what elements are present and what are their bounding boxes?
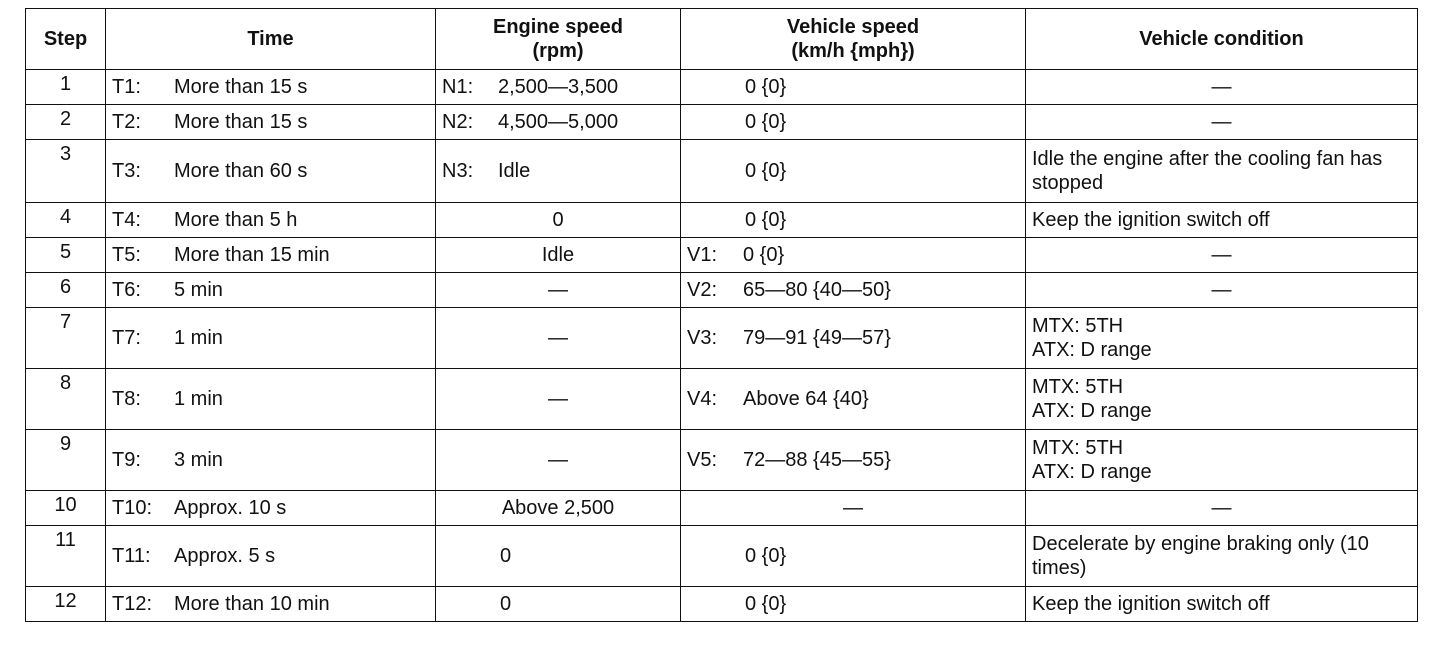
time-cell	[106, 369, 436, 430]
table-row	[26, 308, 1418, 369]
engine-value: 4,500—5,000	[498, 111, 619, 133]
vehicle-value: 0 {0}	[743, 244, 785, 266]
engine-speed-cell	[436, 203, 681, 238]
time-label: T1:	[112, 76, 141, 98]
vehicle-speed-cell	[681, 308, 1026, 369]
time-cell	[106, 526, 436, 587]
table-row	[26, 105, 1418, 140]
engine-prefix: N2:	[442, 111, 474, 133]
engine-prefix: N1:	[442, 76, 474, 98]
engine-value: 0	[500, 593, 512, 615]
time-cell	[106, 430, 436, 491]
step-cell: 10	[26, 491, 106, 526]
table-row	[26, 587, 1418, 622]
header-vehicle-speed-line2: (km/h {mph})	[791, 40, 915, 62]
time-value: More than 5 h	[174, 209, 298, 231]
step-cell: 3	[26, 140, 106, 203]
step-cell: 8	[26, 369, 106, 430]
vehicle-value: 72—88 {45—55}	[743, 449, 891, 471]
vehicle-condition-cell	[1026, 308, 1418, 369]
condition-text: —	[1211, 76, 1232, 98]
time-cell	[106, 587, 436, 622]
step-cell: 4	[26, 203, 106, 238]
step-cell: 9	[26, 430, 106, 491]
vehicle-value: —	[843, 497, 863, 519]
table-row	[26, 430, 1418, 491]
vehicle-speed-cell	[681, 526, 1026, 587]
engine-speed-cell	[436, 491, 681, 526]
vehicle-speed-cell	[681, 273, 1026, 308]
time-cell	[106, 308, 436, 369]
time-label: T6:	[112, 279, 141, 301]
step-cell: 1	[26, 70, 106, 105]
time-label: T12:	[112, 593, 153, 615]
header-engine-speed-line1: Engine speed	[492, 16, 624, 38]
vehicle-condition-cell	[1026, 238, 1418, 273]
vehicle-condition-cell	[1026, 430, 1418, 491]
engine-value: —	[548, 327, 568, 349]
time-value: More than 10 min	[174, 593, 330, 615]
vehicle-condition-cell	[1026, 105, 1418, 140]
time-value: Approx. 10 s	[174, 497, 287, 519]
vehicle-speed-cell	[681, 369, 1026, 430]
condition-text: —	[1211, 244, 1232, 266]
vehicle-prefix: V3:	[687, 327, 718, 349]
time-label: T4:	[112, 209, 141, 231]
header-vehicle-speed	[681, 9, 1026, 70]
time-value: More than 15 min	[174, 244, 330, 266]
condition-text: Decelerate by engine braking only (10 times)	[1032, 533, 1369, 579]
engine-value: Above 2,500	[501, 497, 615, 519]
time-value: 5 min	[174, 279, 223, 301]
step-cell: 12	[26, 587, 106, 622]
time-cell	[106, 70, 436, 105]
engine-value: Idle	[541, 244, 575, 266]
table-row	[26, 526, 1418, 587]
time-value: 1 min	[174, 388, 223, 410]
vehicle-prefix: V1:	[687, 244, 718, 266]
time-value: 1 min	[174, 327, 223, 349]
engine-speed-cell	[436, 238, 681, 273]
vehicle-condition-cell	[1026, 140, 1418, 203]
header-vehicle-condition: Vehicle condition	[1026, 9, 1418, 70]
header-engine-speed-line2: (rpm)	[532, 40, 584, 62]
condition-text: —	[1211, 279, 1232, 301]
engine-speed-cell	[436, 308, 681, 369]
engine-speed-cell	[436, 273, 681, 308]
step-cell: 7	[26, 308, 106, 369]
time-cell	[106, 203, 436, 238]
condition-text: —	[1211, 497, 1232, 519]
vehicle-value: 0 {0}	[745, 160, 787, 182]
engine-speed-cell	[436, 105, 681, 140]
engine-value: Idle	[498, 160, 531, 182]
condition-line-atx: ATX: D range	[1032, 339, 1152, 361]
vehicle-speed-cell	[681, 203, 1026, 238]
vehicle-condition-cell	[1026, 273, 1418, 308]
vehicle-condition-cell	[1026, 203, 1418, 238]
engine-value: —	[548, 279, 568, 301]
vehicle-speed-cell	[681, 491, 1026, 526]
time-label: T11:	[112, 545, 151, 567]
engine-value: 0	[500, 545, 512, 567]
time-cell	[106, 491, 436, 526]
condition-line-mtx: MTX: 5TH	[1032, 437, 1124, 459]
vehicle-value: 0 {0}	[745, 111, 787, 133]
vehicle-value: 79—91 {49—57}	[743, 327, 891, 349]
step-cell: 6	[26, 273, 106, 308]
condition-line-mtx: MTX: 5TH	[1032, 376, 1124, 398]
engine-value: —	[548, 449, 568, 471]
engine-speed-cell	[436, 526, 681, 587]
engine-speed-cell	[436, 430, 681, 491]
table-row	[26, 491, 1418, 526]
table-row	[26, 203, 1418, 238]
time-label: T2:	[112, 111, 141, 133]
engine-speed-cell	[436, 70, 681, 105]
step-cell: 2	[26, 105, 106, 140]
condition-line-atx: ATX: D range	[1032, 461, 1152, 483]
vehicle-value: 65—80 {40—50}	[743, 279, 891, 301]
header-vehicle-speed-line1: Vehicle speed	[786, 16, 920, 38]
step-cell: 11	[26, 526, 106, 587]
vehicle-condition-cell	[1026, 369, 1418, 430]
engine-prefix: N3:	[442, 160, 474, 182]
vehicle-prefix: V5:	[687, 449, 718, 471]
engine-value: —	[548, 388, 568, 410]
time-cell	[106, 238, 436, 273]
engine-value: 2,500—3,500	[498, 76, 619, 98]
vehicle-value: 0 {0}	[745, 76, 787, 98]
engine-speed-cell	[436, 140, 681, 203]
engine-speed-cell	[436, 587, 681, 622]
vehicle-condition-cell	[1026, 587, 1418, 622]
condition-line-mtx: MTX: 5TH	[1032, 315, 1124, 337]
table-body	[26, 70, 1418, 622]
time-label: T5:	[112, 244, 141, 266]
vehicle-speed-cell	[681, 70, 1026, 105]
condition-line-atx: ATX: D range	[1032, 400, 1152, 422]
header-time: Time	[106, 9, 436, 70]
table-row	[26, 238, 1418, 273]
time-value: Approx. 5 s	[174, 545, 276, 567]
header-engine-speed	[436, 9, 681, 70]
vehicle-prefix: V2:	[687, 279, 718, 301]
vehicle-speed-cell	[681, 430, 1026, 491]
time-cell	[106, 140, 436, 203]
table-row	[26, 140, 1418, 203]
drive-cycle-table	[25, 8, 1418, 622]
time-label: T9:	[112, 449, 141, 471]
table-row	[26, 369, 1418, 430]
vehicle-condition-cell	[1026, 491, 1418, 526]
time-value: 3 min	[174, 449, 223, 471]
engine-value: 0	[552, 209, 564, 231]
vehicle-speed-cell	[681, 105, 1026, 140]
vehicle-speed-cell	[681, 140, 1026, 203]
engine-speed-cell	[436, 369, 681, 430]
condition-text: Keep the ignition switch off	[1032, 593, 1270, 615]
header-step: Step	[26, 9, 106, 70]
vehicle-prefix: V4:	[687, 388, 718, 410]
time-value: More than 15 s	[174, 76, 308, 98]
table-row	[26, 273, 1418, 308]
vehicle-condition-cell	[1026, 70, 1418, 105]
condition-text: Keep the ignition switch off	[1032, 209, 1270, 231]
time-label: T7:	[112, 327, 141, 349]
condition-text: —	[1211, 111, 1232, 133]
vehicle-value: 0 {0}	[745, 209, 787, 231]
table-row	[26, 70, 1418, 105]
time-cell	[106, 273, 436, 308]
time-cell	[106, 105, 436, 140]
table-header-row	[26, 9, 1418, 70]
vehicle-condition-cell	[1026, 526, 1418, 587]
vehicle-speed-cell	[681, 238, 1026, 273]
time-label: T8:	[112, 388, 141, 410]
vehicle-speed-cell	[681, 587, 1026, 622]
step-cell: 5	[26, 238, 106, 273]
time-label: T10:	[112, 497, 153, 519]
vehicle-value: Above 64 {40}	[743, 388, 869, 410]
condition-text: Idle the engine after the cooling fan has stopped	[1032, 148, 1383, 194]
time-label: T3:	[112, 160, 141, 182]
vehicle-value: 0 {0}	[745, 593, 787, 615]
time-value: More than 60 s	[174, 160, 308, 182]
drive-cycle-table-container	[25, 8, 1417, 622]
vehicle-value: 0 {0}	[745, 545, 787, 567]
time-value: More than 15 s	[174, 111, 308, 133]
